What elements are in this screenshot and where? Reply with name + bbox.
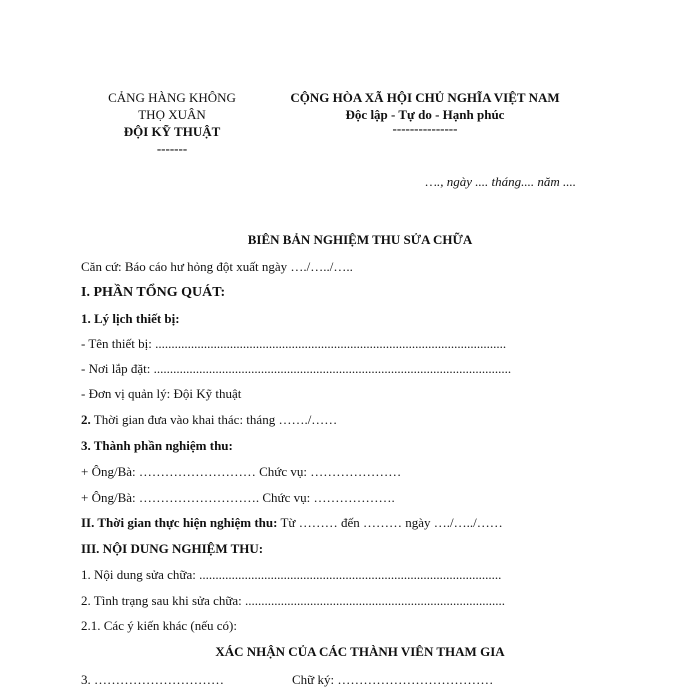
device-name-line: - Tên thiết bị: ............................................................................................................ — [81, 336, 507, 351]
acceptance-time-label: II. Thời gian thực hiện nghiệm thu: — [81, 515, 278, 530]
acceptance-time-line — [81, 515, 503, 531]
repair-content-line: 1. Nội dung sửa chữa: ............................................................................................. — [81, 567, 502, 582]
acceptance-time-text: Từ ……… đến ……… ngày …./…../…… — [277, 515, 503, 530]
nation-name: CỘNG HÒA XÃ HỘI CHỦ NGHĨA VIỆT NAM — [290, 90, 560, 105]
org-name-line1: CẢNG HÀNG KHÔNG — [108, 90, 236, 105]
section-content-heading: III. NỘI DUNG NGHIỆM THU: — [81, 541, 264, 556]
signature-member-line: 3. ………………………… — [81, 672, 224, 687]
member-line-1: + Ông/Bà: ……………………… Chức vụ: ………………… — [81, 464, 402, 479]
member-line-2: + Ông/Bà: ………………………. Chức vụ: ………………. — [81, 490, 395, 505]
basis-line: Căn cứ: Báo cáo hư hỏng đột xuất ngày …./…../….. — [81, 259, 353, 274]
operation-start-line — [81, 412, 337, 428]
org-department: ĐỘI KỸ THUẬT — [123, 124, 221, 139]
operation-start-text: Thời gian đưa vào khai thác: tháng ……./…… — [90, 412, 338, 427]
install-place-line: - Nơi lắp đặt: .............................................................................................................. — [81, 361, 512, 376]
signature-line: Chữ ký: ……………………………… — [292, 672, 494, 687]
section-general-heading: I. PHẦN TỔNG QUÁT: — [81, 285, 226, 300]
org-separator: ------- — [156, 141, 188, 156]
other-opinions-line: 2.1. Các ý kiến khác (nếu có): — [81, 618, 237, 633]
post-repair-status-line: 2. Tình trạng sau khi sửa chữa: ................................................................................ — [81, 593, 506, 608]
organization-header — [92, 89, 252, 157]
national-header — [270, 89, 580, 135]
date-line: …., ngày .... tháng.... năm .... — [425, 174, 576, 189]
operation-start-number: 2. — [81, 412, 91, 427]
document-title: BIÊN BẢN NGHIỆM THU SỬA CHỮA — [247, 232, 473, 247]
nation-motto: Độc lập - Tự do - Hạnh phúc — [345, 107, 505, 122]
org-name-line2: THỌ XUÂN — [138, 107, 206, 122]
nation-separator: --------------- — [392, 121, 458, 136]
acceptance-members-heading: 3. Thành phần nghiệm thu: — [81, 438, 233, 453]
management-unit-line: - Đơn vị quản lý: Đội Kỹ thuật — [81, 386, 242, 401]
confirmation-title: XÁC NHẬN CỦA CÁC THÀNH VIÊN THAM GIA — [215, 644, 505, 659]
device-history-heading: 1. Lý lịch thiết bị: — [81, 311, 180, 326]
